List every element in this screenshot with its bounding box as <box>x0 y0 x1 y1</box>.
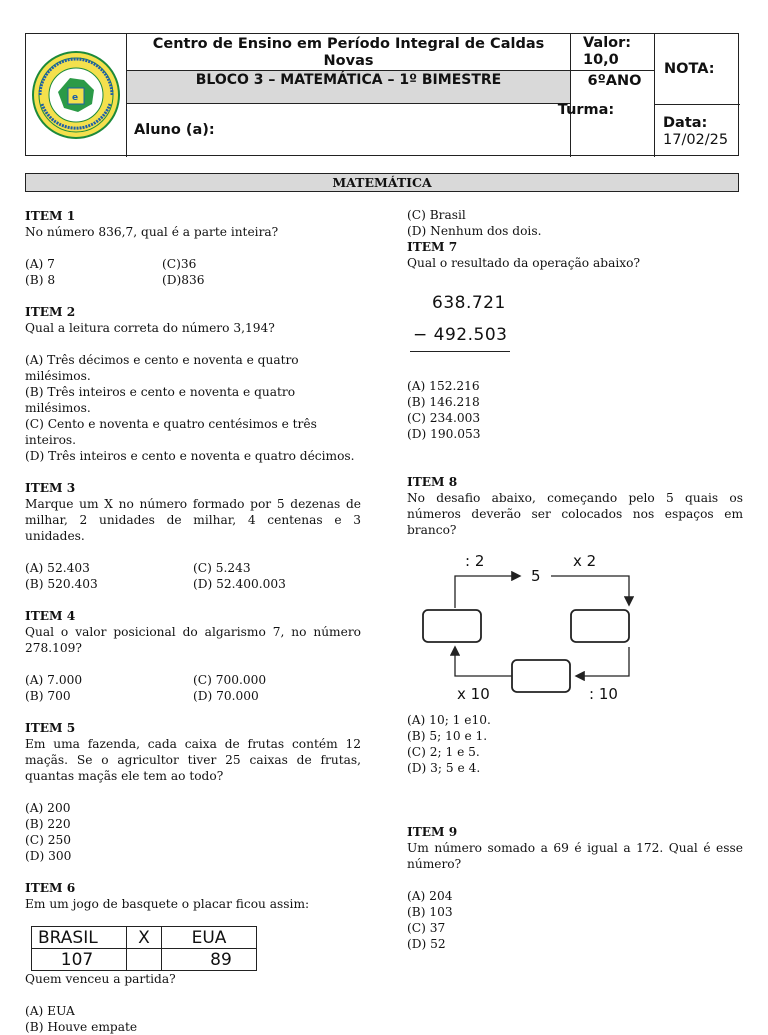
option[interactable]: (D) 52.400.003 <box>193 577 286 591</box>
option[interactable]: (B) 5; 10 e 1. <box>407 729 488 743</box>
nota-label: NOTA: <box>654 34 740 104</box>
option[interactable]: (B) Três inteiros e cento e noventa e quatro milésimos. <box>25 385 296 415</box>
op-bottom-right: : 10 <box>589 685 618 703</box>
option[interactable]: (D) 3; 5 e 4. <box>407 761 481 775</box>
blank-box-left[interactable] <box>423 610 481 642</box>
option[interactable]: (D) Três inteiros e cento e noventa e quatro décimos. <box>25 449 355 463</box>
school-logo <box>26 34 127 157</box>
valor-cell <box>570 34 654 70</box>
option[interactable]: (B) 700 <box>25 689 71 703</box>
blank-box-bottom[interactable] <box>512 660 570 692</box>
item-1-options <box>25 256 361 288</box>
scoreboard-empty-cell <box>127 949 162 971</box>
item-2-title: ITEM 2 <box>25 305 76 319</box>
option[interactable]: (D)836 <box>162 273 205 287</box>
item-1-title: ITEM 1 <box>25 209 76 223</box>
option[interactable]: (C) Cento e noventa e quatro centésimos e três inteiros. <box>25 417 317 447</box>
option[interactable]: (C) 250 <box>25 833 71 847</box>
option[interactable]: (A) 200 <box>25 801 71 815</box>
option[interactable]: (C) 37 <box>407 921 446 935</box>
scoreboard-team-1: BRASIL <box>32 927 127 949</box>
item-7-question: Qual o resultado da operação abaixo? <box>407 256 640 270</box>
op-top-left: : 2 <box>465 552 485 570</box>
option[interactable]: (C) 234.003 <box>407 411 481 425</box>
grade-label: 6ºANO <box>570 70 654 133</box>
item-8-title: ITEM 8 <box>407 475 458 489</box>
item-4-options <box>25 672 361 704</box>
date-value: 17/02/25 <box>663 132 729 148</box>
blank-box-right[interactable] <box>571 610 629 642</box>
option[interactable]: (A) 10; 1 e10. <box>407 713 491 727</box>
option[interactable]: (A) EUA <box>25 1004 75 1018</box>
item-4-title: ITEM 4 <box>25 609 76 623</box>
op-bottom-left: x 10 <box>457 685 490 703</box>
svg-text:e: e <box>72 93 79 103</box>
subtraction-operation <box>407 295 743 370</box>
result-line <box>410 351 510 352</box>
option[interactable]: (C) 2; 1 e 5. <box>407 745 480 759</box>
header-table <box>25 33 739 156</box>
item-8-question: No desafio abaixo, começando pelo 5 quais os números deverão ser colocados nos espaços em branco? <box>407 491 743 537</box>
option[interactable]: (C) 700.000 <box>193 673 267 687</box>
option[interactable]: (B) 520.403 <box>25 577 98 591</box>
option[interactable]: (B) 8 <box>25 273 56 287</box>
option[interactable]: (A) 52.403 <box>25 561 90 575</box>
item-9-title: ITEM 9 <box>407 825 458 839</box>
item-3-question: Marque um X no número formado por 5 dezenas de milhar, 2 unidades de milhar, 4 centenas e 3 unidades. <box>25 497 361 543</box>
option[interactable]: (A) 204 <box>407 889 453 903</box>
option[interactable]: (D) 300 <box>25 849 72 863</box>
item-4-question: Qual o valor posicional do algarismo 7, no número 278.109? <box>25 625 361 655</box>
option[interactable]: (B) 146.218 <box>407 395 480 409</box>
option[interactable]: (B) 103 <box>407 905 453 919</box>
item-6-title: ITEM 6 <box>25 881 76 895</box>
item-5-title: ITEM 5 <box>25 721 76 735</box>
option[interactable]: (A) Três décimos e cento e noventa e quatro milésimos. <box>25 353 299 383</box>
scoreboard-versus: X <box>127 927 162 949</box>
student-name-label: Aluno (a): <box>134 122 215 138</box>
option[interactable]: (C)36 <box>162 257 197 271</box>
option[interactable]: (D) Nenhum dos dois. <box>407 224 542 238</box>
item-3-options <box>25 560 361 592</box>
item-2-question: Qual a leitura correta do número 3,194? <box>25 321 275 335</box>
subtrahend: − 492.503 <box>413 325 508 345</box>
option[interactable]: (C) 5.243 <box>193 561 251 575</box>
op-top-right: x 2 <box>573 552 597 570</box>
item-3-title: ITEM 3 <box>25 481 76 495</box>
option[interactable]: (B) Houve empate <box>25 1020 138 1034</box>
scoreboard-score-2: 89 <box>162 949 257 971</box>
item-5-question: Em uma fazenda, cada caixa de frutas contém 12 maçãs. Se o agricultor tiver 25 caixas de frutas, quantas maçãs ele tem ao todo? <box>25 737 361 783</box>
right-column <box>407 207 743 952</box>
option[interactable]: (B) 220 <box>25 817 71 831</box>
item-6-question: Em um jogo de basquete o placar ficou assim: <box>25 897 310 911</box>
option[interactable]: (D) 52 <box>407 937 446 951</box>
left-column <box>25 208 361 1035</box>
turma-label: Turma: <box>557 102 615 118</box>
option[interactable]: (A) 152.216 <box>407 379 480 393</box>
option[interactable]: (C) Brasil <box>407 208 466 222</box>
turma-cell <box>570 133 654 157</box>
scoreboard-team-2: EUA <box>162 927 257 949</box>
operation-cycle-diagram <box>407 544 647 704</box>
scoreboard-score-1: 107 <box>32 949 127 971</box>
valor-label: Valor: <box>583 35 632 51</box>
item-7-title: ITEM 7 <box>407 240 458 254</box>
school-name: Centro de Ensino em Período Integral de Caldas Novas <box>152 36 545 69</box>
school-seal-icon <box>26 34 126 157</box>
scoreboard-table <box>31 926 257 971</box>
option[interactable]: (D) 190.053 <box>407 427 481 441</box>
item-9-question: Um número somado a 69 é igual a 172. Qual é esse número? <box>407 841 743 871</box>
center-number: 5 <box>531 567 541 585</box>
date-cell <box>654 104 740 157</box>
option[interactable]: (A) 7.000 <box>25 673 83 687</box>
minuend: 638.721 <box>432 293 506 313</box>
block-title: BLOCO 3 – MATEMÁTICA – 1º BIMESTRE <box>127 70 570 104</box>
option[interactable]: (D) 70.000 <box>193 689 259 703</box>
section-title: MATEMÁTICA <box>25 173 739 192</box>
item-6-question-2: Quem venceu a partida? <box>25 972 176 986</box>
option[interactable]: (A) 7 <box>25 257 55 271</box>
valor-value: 10,0 <box>583 52 619 68</box>
item-1-question: No número 836,7, qual é a parte inteira? <box>25 225 279 239</box>
date-label: Data: <box>663 115 708 131</box>
